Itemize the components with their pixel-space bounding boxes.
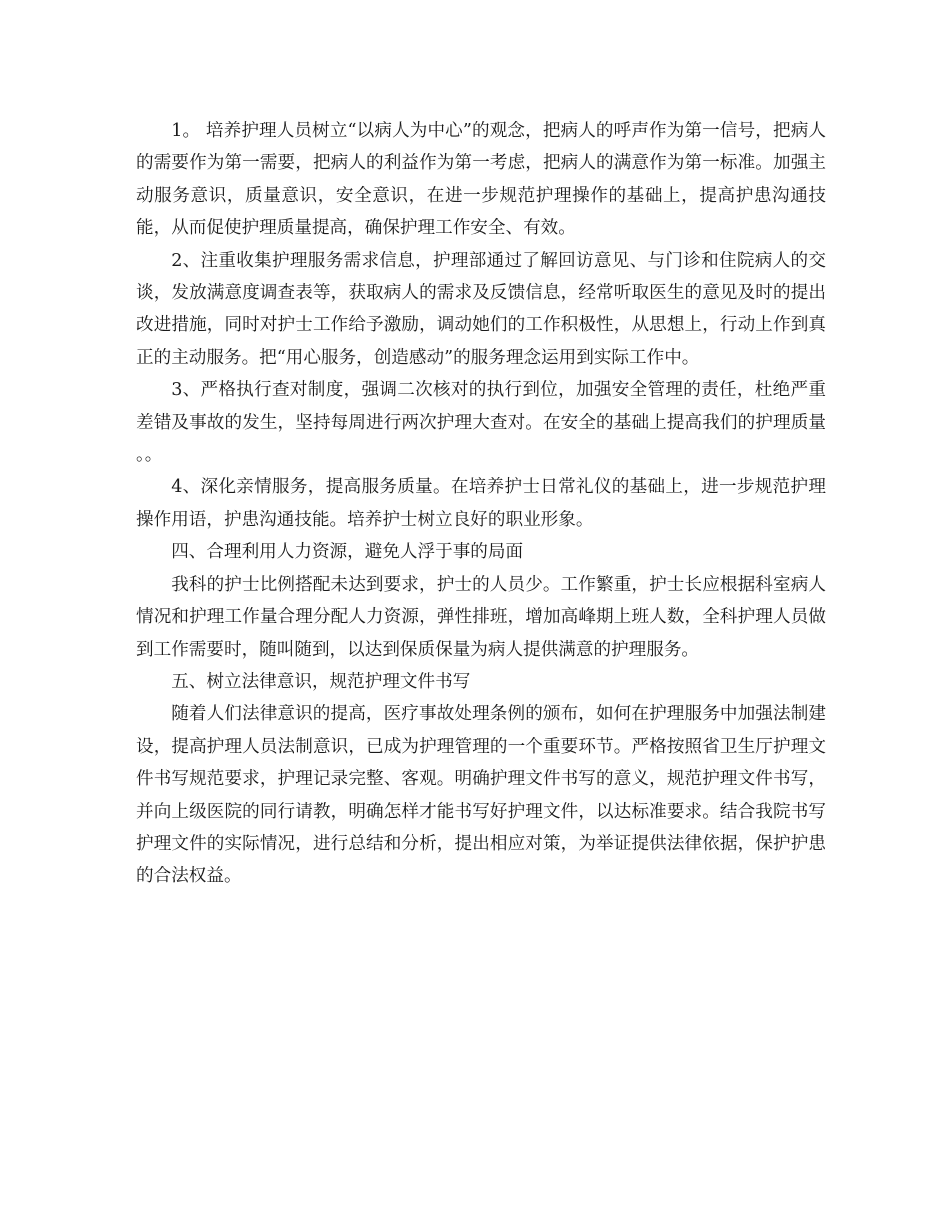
section-heading-4: 四、合理利用人力资源，避免人浮于事的局面	[171, 542, 524, 563]
paragraph-item-1: 1。 培养护理人员树立“以病人为中心”的观念，把病人的呼声作为第一信号，把病人的需要作为第一需要，把病人的利益作为第一考虑，把病人的满意作为第一标准。加强主动服务意识，质量意识，安全意识，在进一步规范护理操作的基础上，提高护患沟通技能，从而促使护理质量提高，确保护理工作安全、有效。	[136, 121, 826, 239]
paragraph-item-2: 2、注重收集护理服务需求信息，护理部通过了解回访意见、与门诊和住院病人的交谈，发放满意度调查表等，获取病人的需求及反馈信息，经常听取医生的意见及时的提出改进措施，同时对护士工作给予激励，调动她们的工作积极性，从思想上，行动上作到真正的主动服务。把“用心服务，创造感动”的服务理念运用到实际工作中。	[136, 250, 826, 368]
paragraph-item-3: 3、严格执行查对制度，强调二次核对的执行到位，加强安全管理的责任，杜绝严重差错及事故的发生，坚持每周进行两次护理大查对。在安全的基础上提高我们的护理质量 。。	[136, 380, 826, 466]
section-heading-5: 五、树立法律意识，规范护理文件书写	[171, 671, 471, 692]
paragraph-staffing: 我科的护士比例搭配未达到要求，护士的人员少。工作繁重，护士长应根据科室病人情况和护理工作量合理分配人力资源，弹性排班，增加高峰期上班人数，全科护理人员做到工作需要时，随叫随到，以达到保质保量为病人提供满意的护理服务。	[136, 574, 826, 660]
document-body	[136, 115, 826, 893]
paragraph-item-4: 4、深化亲情服务，提高服务质量。在培养护士日常礼仪的基础上，进一步规范护理操作用语，护患沟通技能。培养护士树立良好的职业形象。	[136, 477, 826, 530]
paragraph-legal: 随着人们法律意识的提高，医疗事故处理条例的颁布，如何在护理服务中加强法制建设，提高护理人员法制意识，已成为护理管理的一个重要环节。严格按照省卫生厅护理文件书写规范要求，护理记录完整、客观。明确护理文件书写的意义，规范护理文件书写，并向上级医院的同行请教，明确怎样才能书写好护理文件，以达标准要求。结合我院书写护理文件的实际情况，进行总结和分析，提出相应对策，为举证提供法律依据，保护护患的合法权益。	[136, 704, 826, 887]
